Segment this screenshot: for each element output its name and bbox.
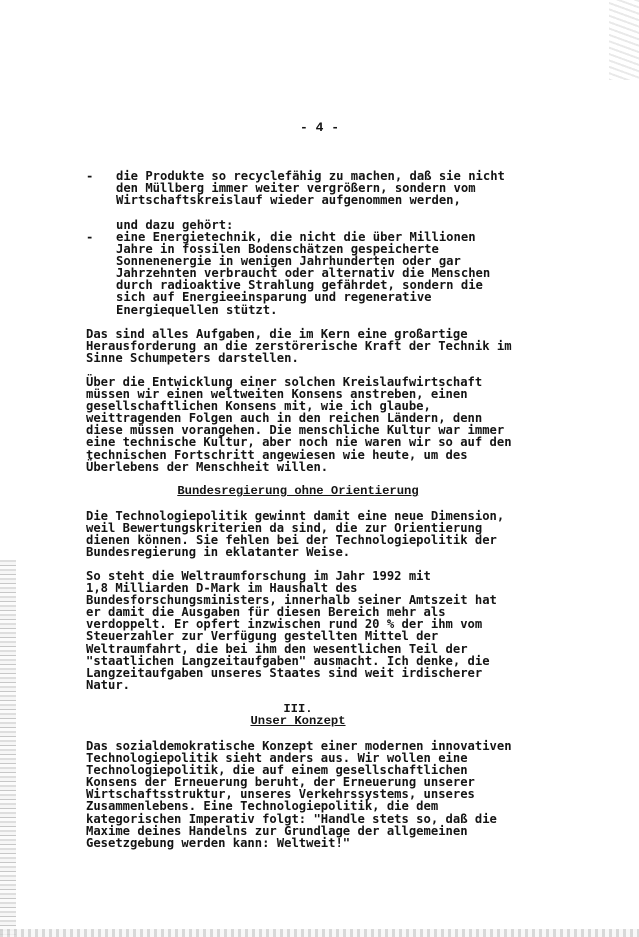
bullet-marker-1: - — [86, 169, 94, 183]
scan-artifact-bottom-edge — [0, 929, 639, 937]
page-number: - 4 - — [299, 120, 339, 135]
paragraph-social-democratic-concept: Das sozialdemokratische Konzept einer modernen innovativen Technologiepolitik sieht anders aus. Wir wollen eine Technologiepolitik, die auf einem gesellschaftlichen Konsens der Erneuerung beruht, der Erneuerung unserer Wirtschaftsstruktur, unseres Verkehrssystems, unseres Zusammenlebens. Eine Technologiepolitik, die dem kategorischen Imperativ folgt: "Handle stets so, daß die Maxime deines Handelns zur Grundlage der allgemeinen Gesetzgebung werden kann: Weltweit!" — [86, 739, 512, 850]
section-numeral: III. — [283, 702, 313, 716]
bullet-item-recycling: die Produkte so recyclefähig zu machen, daß sie nicht den Müllberg immer weiter vergrößern, sondern vom Wirtschaftskreislauf wieder aufgenommen werden, — [116, 169, 505, 208]
section-heading-concept: Unser Konzept — [250, 714, 346, 728]
paragraph-space-research: So steht die Weltraumforschung im Jahr 1992 mit 1,8 Milliarden D-Mark im Haushalt des Bundesforschungsministers, innerhalb seiner Amtszeit hat er damit die Ausgaben für diesen Bereich mehr als verdoppelt. Er opfert inzwischen rund 20 % der ihm vom Steuerzahler zur Verfügung gestellten Mittel der Weltraumfahrt, die bei ihm den wesentlichen Teil der "staatlichen Langzeitaufgaben" ausmacht. Ich denke, die Langzeitaufgaben unseres Staates sind weit irdischerer Natur. — [86, 569, 497, 692]
scan-artifact-left-edge — [0, 560, 16, 937]
bullet-item-energy: eine Energietechnik, die nicht die über Millionen Jahre in fossilen Bodenschätzen gespeicherte Sonnenenergie in wenigen Jahrhunderten oder gar Jahrzehnten verbraucht oder alternativ die Menschen durch radioaktive Strahlung gefährdet, sondern die sich auf Energieeinsparung und regenerative Energiequellen stützt. — [116, 230, 491, 317]
bullet-marker-2: - — [86, 230, 94, 244]
paragraph-circular-economy: Über die Entwicklung einer solchen Kreislaufwirtschaft müssen wir einen weltweiten Konsens anstreben, einen gesellschaftlichen Konsens mit, wie ich glaube, weittragenden Folgen auch in den reichen Ländern, denn diese müssen vorangehen. Die menschliche Kultur war immer eine technische Kultur, aber noch nie waren wir so auf den technischen Fortschritt angewiesen wie heute, um des Überlebens der Menschheit willen. — [86, 375, 512, 474]
section-heading-government: Bundesregierung ohne Orientierung — [177, 484, 419, 498]
scan-artifact-top-right — [609, 0, 639, 80]
paragraph-technology-policy: Die Technologiepolitik gewinnt damit eine neue Dimension, weil Bewertungskriterien da sind, die zur Orientierung dienen können. Sie fehlen bei der Technologiepolitik der Bundesregierung in eklatanter Weise. — [86, 509, 505, 560]
paragraph-tasks: Das sind alles Aufgaben, die im Kern eine großartige Herausforderung an die zerstörerische Kraft der Technik im Sinne Schumpeters darstellen. — [86, 327, 512, 366]
lead-in-text: und dazu gehört: — [116, 218, 234, 232]
